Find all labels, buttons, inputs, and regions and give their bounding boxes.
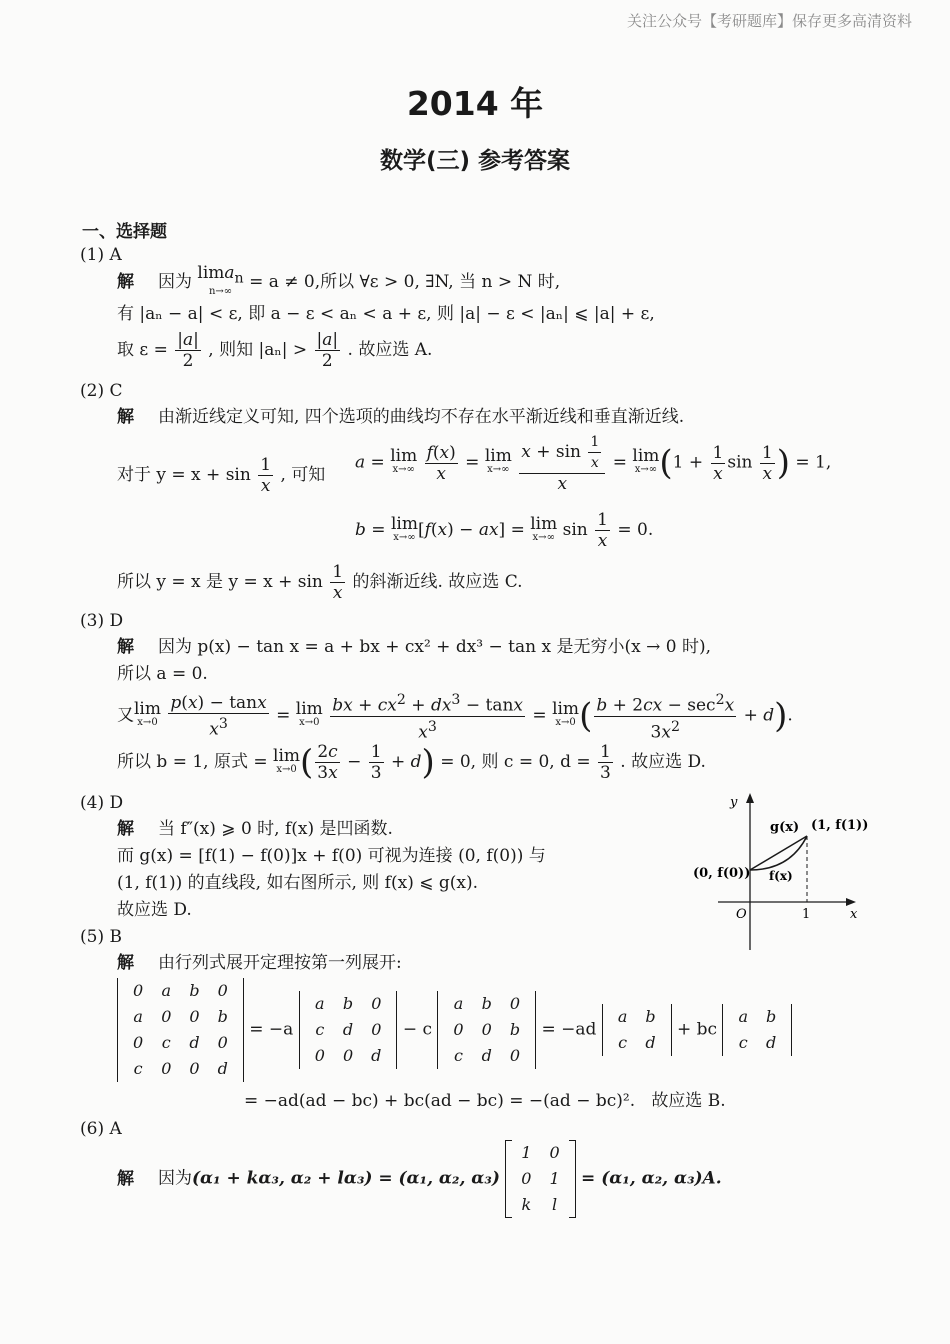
- q1-line3: [117, 330, 432, 371]
- det2a-cell: b: [645, 1007, 656, 1026]
- det2a-row: [609, 1004, 665, 1030]
- det4-cell: c: [161, 1033, 171, 1052]
- det4-row: [124, 1004, 237, 1030]
- det3a-row: [306, 1017, 391, 1043]
- det2b-row: [729, 1004, 785, 1030]
- det3b: [437, 991, 536, 1069]
- det2b-cell: d: [766, 1033, 777, 1052]
- page-subtitle: 数学(三) 参考答案: [379, 148, 571, 174]
- q5-eq3: = −ad: [541, 1019, 597, 1040]
- q6-text-1c: = (α₁, α₂, α₃)A.: [581, 1168, 722, 1189]
- det4-cell: a: [161, 981, 172, 1000]
- q3-text-4c: . 故应选 D.: [620, 752, 706, 772]
- det4-cell: 0: [189, 1007, 200, 1026]
- q6-matrix-cell: 1: [549, 1169, 560, 1188]
- det3b-row: [444, 991, 529, 1017]
- q5-line1: [117, 952, 402, 974]
- q1-lim: lima$_n$ n→∞: [197, 263, 244, 298]
- det2b-cell: b: [766, 1007, 777, 1026]
- x-axis-arrow-icon: [846, 898, 856, 906]
- y-axis-label: y: [730, 795, 738, 810]
- q5-eq2: − c: [402, 1019, 432, 1040]
- q5-text-1: 由行列式展开定理按第一列展开:: [158, 953, 402, 973]
- q3-text-1: 因为 p(x) − tan x = a + bx + cx² + dx³ − tan x 是无穷小(x → 0 时),: [158, 637, 712, 657]
- det3b-cell: c: [454, 1046, 463, 1065]
- q4-graph: [690, 790, 870, 955]
- q2-text-4b: 的斜渐近线. 故应选 C.: [352, 572, 523, 592]
- det3a-cell: 0: [371, 994, 382, 1013]
- q6-text-1b: (α₁ + kα₃, α₂ + lα₃) = (α₁, α₂, α₃): [192, 1168, 500, 1189]
- det2a-cell: a: [617, 1007, 628, 1026]
- q2-formula-a: a = lim x→∞ $\frac{f(x)}{x}$ = lim x→∞ x + sin $\frac{1}{x}$ x = lim x→∞ (1 + $\frac{1}{x}$ sin $\frac{1}{x}$ ) = 1,: [355, 434, 832, 494]
- page-title: 2014 年: [406, 84, 544, 123]
- det3a-cell: a: [315, 994, 325, 1013]
- det4-cell: b: [217, 1007, 228, 1026]
- det3a-row: [306, 991, 391, 1017]
- q2-line2: [117, 455, 325, 496]
- det2b: [722, 1004, 792, 1056]
- det4: [117, 978, 244, 1082]
- det3b-cell: d: [481, 1046, 492, 1065]
- q3-line4: 所以 b = 1, 原式 = lim x→0 ( $\frac{2c}{3x}$ − $\frac{1}{3}$ + d) = 0, 则 c = 0, d = $\frac{1}{3}$ . 故应选 D.: [117, 742, 706, 783]
- det4-cell: a: [133, 1007, 143, 1026]
- solution-label: 解: [117, 407, 134, 427]
- solution-label: 解: [117, 637, 134, 657]
- q4-line4: 故应选 D.: [117, 900, 192, 920]
- q6-matrix-row: [512, 1192, 568, 1218]
- det4-row: [124, 1056, 237, 1082]
- det2b-cell: c: [738, 1033, 748, 1052]
- det4-cell: 0: [217, 981, 228, 1000]
- det2a: [602, 1004, 672, 1056]
- det3a-cell: b: [342, 994, 354, 1013]
- q4-line3: (1, f(1)) 的直线段, 如右图所示, 则 f(x) ⩽ g(x).: [117, 873, 479, 893]
- det3a-cell: d: [371, 1046, 382, 1065]
- q1-line2: 有 |aₙ − a| < ε, 即 a − ε < aₙ < a + ε, 则 |a| − ε < |aₙ| ⩽ |a| + ε,: [117, 304, 655, 324]
- q3-text-4b: = 0, 则 c = 0, d =: [440, 752, 591, 772]
- q1-frac-1: $\frac{|a|}{2}$: [177, 330, 199, 371]
- x-axis-label: x: [850, 907, 858, 922]
- q2-text-2b: , 可知: [280, 465, 326, 485]
- q1-answer: (1) A: [80, 245, 122, 265]
- det4-cell: 0: [161, 1007, 172, 1026]
- origin-label: O: [736, 907, 747, 922]
- det3a-row: [306, 1043, 391, 1069]
- det3b-cell: 0: [453, 1020, 464, 1039]
- det3b-cell: 0: [481, 1020, 492, 1039]
- watermark: 关注公众号【考研题库】保存更多高清资料: [626, 12, 912, 30]
- det3a-cell: c: [315, 1020, 325, 1039]
- q3-text-4a: 所以 b = 1, 原式 =: [117, 752, 268, 772]
- q1-text-1: = a ≠ 0,所以 ∀ε > 0, ∃N, 当 n > N 时,: [249, 272, 561, 293]
- q3-text-3a: 又: [117, 705, 134, 726]
- q2-line4: 所以 y = x 是 y = x + sin $\frac{1}{x}$ 的斜渐近线. 故应选 C.: [117, 562, 523, 603]
- det2a-row: [609, 1030, 665, 1056]
- det3b-cell: 0: [509, 1046, 521, 1065]
- q2-text-1: 由渐近线定义可知, 四个选项的曲线均不存在水平渐近线和垂直渐近线.: [158, 407, 685, 427]
- solution-label: 解: [117, 272, 134, 293]
- q5-text-3b: 故应选 B.: [651, 1091, 726, 1111]
- det3b-cell: 0: [509, 994, 521, 1013]
- det4-cell: c: [133, 1059, 143, 1078]
- q6-matrix-cell: l: [551, 1195, 558, 1214]
- q6-matrix-row: [512, 1140, 568, 1166]
- f-label: f(x): [769, 869, 793, 883]
- det4-cell: 0: [133, 981, 144, 1000]
- q4-line2: 而 g(x) = [f(1) − f(0)]x + f(0) 可视为连接 (0, f(0)) 与: [117, 846, 546, 866]
- q2-text-2a: 对于 y = x + sin: [117, 465, 251, 485]
- q5-answer: (5) B: [80, 927, 122, 947]
- det2b-row: [729, 1030, 785, 1056]
- det4-cell: d: [189, 1033, 200, 1052]
- det4-row: [124, 1030, 237, 1056]
- det2a-cell: d: [645, 1033, 656, 1052]
- solution-label: 解: [117, 819, 134, 839]
- q1-text-3c: . 故应选 A.: [347, 340, 433, 360]
- q5-text-3: = −ad(ad − bc) + bc(ad − bc) = −(ad − bc)².: [244, 1091, 636, 1111]
- solution-label: 解: [117, 1168, 134, 1189]
- q5-eq1: = −a: [249, 1019, 294, 1040]
- q6-matrix-row: [512, 1166, 568, 1192]
- q3-answer: (3) D: [80, 611, 124, 631]
- q4-text-1: 当 f″(x) ⩾ 0 时, f(x) 是凹函数.: [158, 819, 393, 839]
- q2-formula-b: b = lim x→∞ [f(x) − ax] = lim x→∞ sin $\frac{1}{x}$ = 0.: [355, 510, 654, 551]
- q3-line2: 所以 a = 0.: [117, 664, 208, 684]
- g-label: g(x): [770, 820, 800, 835]
- q2-line1: [117, 406, 684, 428]
- q5-eq4: + bc: [677, 1019, 718, 1040]
- q3-line1: [117, 636, 711, 658]
- det3a: [299, 991, 398, 1069]
- q2-text-4a: 所以 y = x 是 y = x + sin: [117, 572, 323, 592]
- solution-label: 解: [117, 953, 134, 973]
- det3b-row: [444, 1017, 529, 1043]
- q6-matrix-cell: 0: [521, 1169, 532, 1188]
- det4-cell: 0: [161, 1059, 172, 1078]
- q1-line1: [117, 263, 561, 299]
- q6-line1: [117, 1140, 722, 1218]
- q6-text-1a: 因为: [158, 1168, 192, 1189]
- section-heading: 一、选择题: [82, 222, 167, 242]
- det3a-cell: d: [342, 1020, 354, 1039]
- q6-matrix: [505, 1140, 575, 1218]
- det3b-cell: a: [453, 994, 464, 1013]
- right-point-label: (1, f(1)): [811, 818, 869, 833]
- q3-line3: 又lim x→0 $\frac{p(x) - \tan x}{x^3}$ = lim x→0 $\frac{bx + cx^2 + dx^3 - \tan x}{x^3}$ = lim x→0 ( $b + 2cx - \sec^2x$ $3x^2$ + d).: [117, 692, 793, 743]
- q6-matrix-cell: k: [521, 1195, 532, 1214]
- det3b-cell: b: [481, 994, 492, 1013]
- det2b-cell: a: [738, 1007, 749, 1026]
- y-axis-arrow-icon: [746, 793, 754, 803]
- q4-line1: [117, 818, 393, 840]
- q1-frac-2: $\frac{|a|}{2}$: [316, 330, 339, 371]
- q4-answer: (4) D: [80, 793, 124, 813]
- q5-expansion: [117, 978, 792, 1082]
- det3b-row: [444, 1043, 529, 1069]
- q1-text-because: 因为: [158, 272, 192, 293]
- det4-row: [124, 978, 237, 1004]
- q1-text-3a: 取 ε =: [117, 340, 168, 360]
- det4-cell: 0: [133, 1033, 144, 1052]
- q6-matrix-cell: 1: [521, 1143, 532, 1162]
- q6-matrix-cell: 0: [549, 1143, 560, 1162]
- tick-one-label: 1: [802, 907, 811, 922]
- q1-text-3b: , 则知 |aₙ| >: [208, 340, 308, 360]
- left-point-label: (0, f(0)): [693, 866, 751, 881]
- q5-line3: [244, 1090, 726, 1112]
- q6-answer: (6) A: [80, 1119, 122, 1139]
- q2-answer: (2) C: [80, 381, 123, 401]
- det3a-cell: 0: [371, 1020, 382, 1039]
- det3a-cell: 0: [342, 1046, 354, 1065]
- det4-cell: 0: [217, 1033, 228, 1052]
- det3b-cell: b: [509, 1020, 521, 1039]
- det2a-cell: c: [618, 1033, 628, 1052]
- det4-cell: 0: [189, 1059, 200, 1078]
- det4-cell: d: [217, 1059, 228, 1078]
- det4-cell: b: [189, 981, 200, 1000]
- det3a-cell: 0: [314, 1046, 325, 1065]
- q2-frac-1x: $\frac{1}{x}$: [260, 455, 272, 496]
